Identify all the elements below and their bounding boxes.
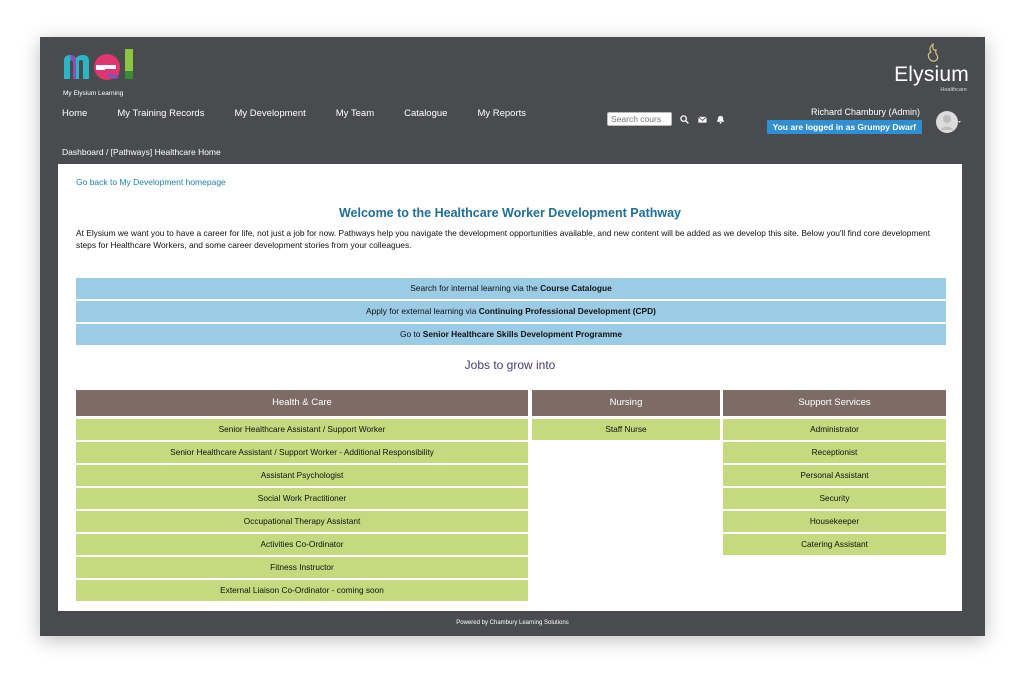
footer: Powered by Chambury Learning Solutions xyxy=(456,620,569,626)
back-link[interactable]: Go back to My Development homepage xyxy=(76,177,226,187)
logged-in-as-badge[interactable]: You are logged in as Grumpy Dwarf xyxy=(767,120,922,134)
action-prefix: Go to xyxy=(399,329,423,339)
search-icon[interactable] xyxy=(680,115,689,124)
job-item[interactable]: Administrator xyxy=(723,419,946,440)
action-bold: Course Catalogue xyxy=(540,283,612,293)
job-item[interactable]: Catering Assistant xyxy=(723,534,946,555)
job-item[interactable]: Staff Nurse xyxy=(532,419,720,440)
brand-subtitle: Healthcare xyxy=(940,87,967,93)
logo-subtitle: My Elysium Learning xyxy=(63,90,124,97)
job-item[interactable]: Occupational Therapy Assistant xyxy=(76,511,528,532)
action-bold: Senior Healthcare Skills Development Programme xyxy=(422,329,623,339)
col-nursing: Nursing xyxy=(532,390,720,416)
user-name[interactable]: Richard Chambury (Admin) xyxy=(810,107,920,117)
nav-my-training-records[interactable]: My Training Records xyxy=(117,108,205,119)
job-item[interactable]: Receptionist xyxy=(723,442,946,463)
avatar-icon[interactable] xyxy=(935,109,961,135)
job-item[interactable]: Activities Co-Ordinator xyxy=(76,534,528,555)
course-catalogue-link[interactable] xyxy=(76,278,946,299)
action-prefix: Apply for external learning via xyxy=(366,306,479,316)
skills-programme-link[interactable] xyxy=(76,324,946,345)
main-nav xyxy=(62,108,556,120)
job-item[interactable]: Assistant Psychologist xyxy=(76,465,528,486)
mail-icon[interactable] xyxy=(698,115,707,124)
mel-logo-mark xyxy=(62,49,152,83)
nav-my-team[interactable]: My Team xyxy=(335,108,375,119)
mel-logo[interactable] xyxy=(62,49,152,97)
action-prefix: Search for internal learning via the xyxy=(410,283,541,293)
page-title: Welcome to the Healthcare Worker Development Pathway xyxy=(338,206,681,220)
job-item[interactable]: Security xyxy=(723,488,946,509)
app-window xyxy=(40,37,985,636)
breadcrumb: Dashboard / [Pathways] Healthcare Home xyxy=(62,147,221,157)
cpd-link[interactable] xyxy=(76,301,946,322)
action-bold: Continuing Professional Development (CPD) xyxy=(478,306,656,316)
col-health-care: Health & Care xyxy=(76,390,528,416)
main-content xyxy=(58,164,962,611)
job-item[interactable]: Fitness Instructor xyxy=(76,557,528,578)
nav-my-reports[interactable]: My Reports xyxy=(477,108,527,119)
job-item[interactable]: Senior Healthcare Assistant / Support Worker - Additional Responsibility xyxy=(76,442,528,463)
job-item[interactable]: External Liaison Co-Ordinator - coming soon xyxy=(76,580,528,601)
nav-my-development[interactable]: My Development xyxy=(234,108,306,119)
job-item[interactable]: Social Work Practitioner xyxy=(76,488,528,509)
nav-catalogue[interactable]: Catalogue xyxy=(404,108,448,119)
col-support-services: Support Services xyxy=(723,390,946,416)
brand-name: Elysium xyxy=(894,63,969,86)
job-item[interactable]: Housekeeper xyxy=(723,511,946,532)
nav-home[interactable]: Home xyxy=(62,108,88,119)
bell-icon[interactable] xyxy=(716,115,725,124)
job-item[interactable]: Senior Healthcare Assistant / Support Worker xyxy=(76,419,528,440)
search-input[interactable] xyxy=(607,112,672,126)
intro-text: At Elysium we want you to have a career for life, not just a job for now. Pathways help you navigate the development opportunities available, and new content will be added as we develop this site. Below you'll find core development steps for Healthcare Workers, and some career development stories from your colleagues. xyxy=(76,228,931,250)
job-item[interactable]: Personal Assistant xyxy=(723,465,946,486)
flame-icon xyxy=(925,43,941,63)
jobs-title: Jobs to grow into xyxy=(464,358,556,372)
